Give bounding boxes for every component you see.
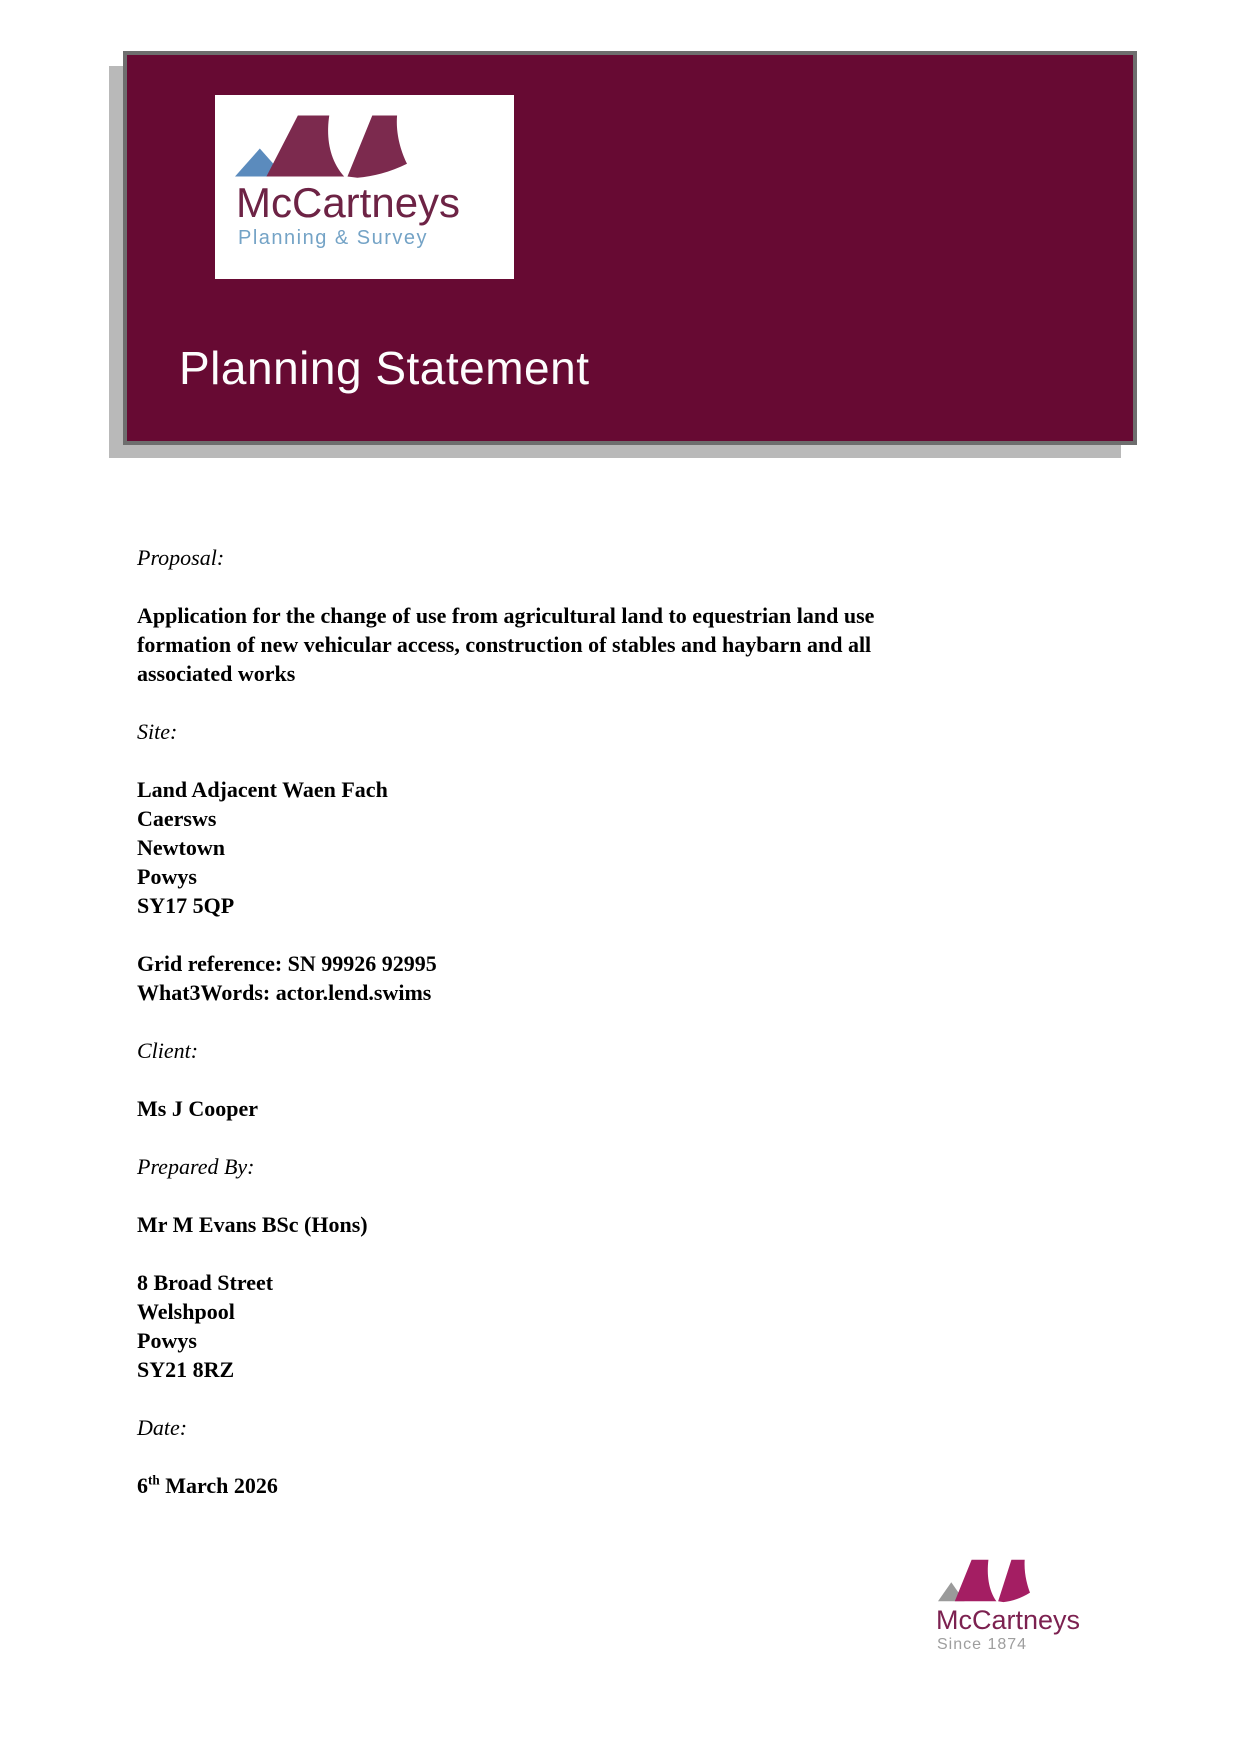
address-line: Welshpool bbox=[137, 1299, 235, 1324]
mountains-logo-icon bbox=[938, 1558, 1030, 1603]
date-value bbox=[137, 1471, 1067, 1500]
footer-logo bbox=[930, 1554, 1110, 1654]
office-address bbox=[137, 1268, 1067, 1384]
grid-reference-block bbox=[137, 949, 1067, 1007]
address-line: Caersws bbox=[137, 806, 217, 831]
proposal-label: Proposal: bbox=[137, 545, 225, 570]
proposal-line: associated works bbox=[137, 661, 296, 686]
client-name: Ms J Cooper bbox=[137, 1096, 258, 1121]
grid-reference: Grid reference: SN 99926 92995 bbox=[137, 951, 437, 976]
address-line: Land Adjacent Waen Fach bbox=[137, 777, 388, 802]
address-line: 8 Broad Street bbox=[137, 1270, 274, 1295]
address-line: Newtown bbox=[137, 835, 225, 860]
proposal-line: Application for the change of use from agricultural land to equestrian land use bbox=[137, 603, 875, 628]
what3words: What3Words: actor.lend.swims bbox=[137, 980, 432, 1005]
logo-tagline: Planning & Survey bbox=[238, 227, 429, 249]
prepared-by-name: Mr M Evans BSc (Hons) bbox=[137, 1212, 368, 1237]
date-day: 6 bbox=[137, 1473, 148, 1498]
footer-logo-tagline: Since 1874 bbox=[937, 1636, 1028, 1654]
address-line: SY21 8RZ bbox=[137, 1357, 235, 1382]
address-line: Powys bbox=[137, 1328, 197, 1353]
page-title: Planning Statement bbox=[179, 342, 590, 394]
date-ordinal: th bbox=[148, 1472, 160, 1488]
header-banner bbox=[123, 51, 1137, 445]
proposal-line: formation of new vehicular access, construction of stables and haybarn and all bbox=[137, 632, 872, 657]
date-label: Date: bbox=[137, 1415, 188, 1440]
mountains-logo-icon bbox=[235, 113, 407, 179]
site-label: Site: bbox=[137, 719, 178, 744]
client-label: Client: bbox=[137, 1038, 199, 1063]
site-address bbox=[137, 775, 1067, 920]
document-body bbox=[137, 543, 1067, 1529]
mccartneys-logo-card bbox=[215, 95, 514, 279]
address-line: Powys bbox=[137, 864, 197, 889]
prepared-by-label: Prepared By: bbox=[137, 1154, 255, 1179]
logo-wordmark: McCartneys bbox=[236, 179, 461, 226]
proposal-text bbox=[137, 601, 1067, 688]
footer-logo-wordmark: McCartneys bbox=[936, 1605, 1081, 1635]
date-rest: March 2026 bbox=[159, 1473, 278, 1498]
address-line: SY17 5QP bbox=[137, 893, 235, 918]
